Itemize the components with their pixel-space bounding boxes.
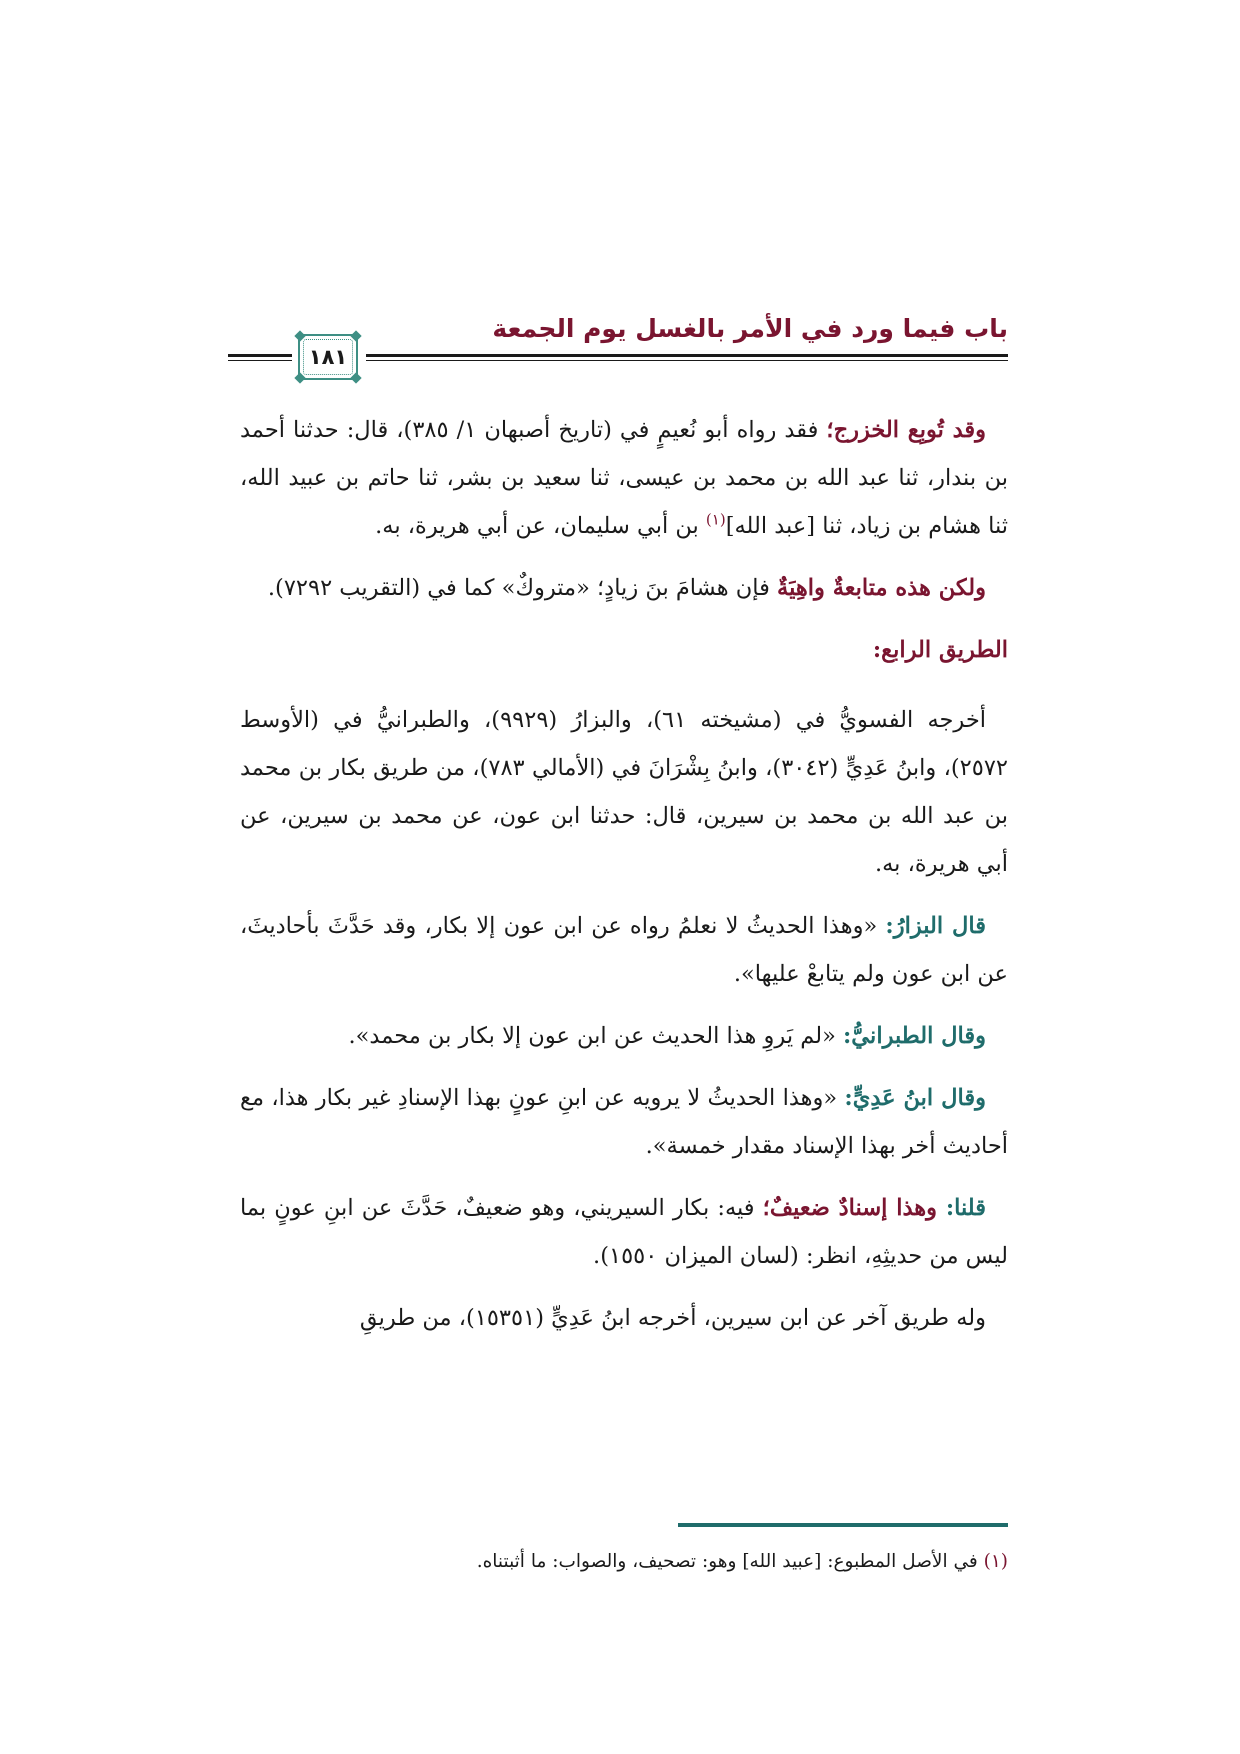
ornament-icon <box>350 372 361 383</box>
header-rule-thin <box>366 360 1008 361</box>
header-rule-left-thin <box>228 360 292 361</box>
page-body <box>240 406 1008 1356</box>
footnote-separator <box>678 1523 1008 1527</box>
paragraph-ibn-adi <box>240 1074 1008 1170</box>
paragraph-text: أخرجه الفسويُّ في (مشيخته ٦١)، والبزارُ (٩٩٢٩)، والطبرانيُّ في (الأوسط ٢٥٧٢)، وابنُ عَدِيٍّ (٣٠٤٢)، وابنُ بِشْرَانَ في (الأمالي ٧٨٣)، من طريق بكار بن محمد بن عبد الله بن محمد بن سيرين، قال: حدثنا ابن عون، عن محمد بن سيرين، عن أبي هريرة، به. <box>240 707 1009 877</box>
paragraph-lead-verdict: وهذا إسنادٌ ضعيفٌ؛ <box>762 1195 946 1221</box>
paragraph-mutabaat <box>240 406 1008 550</box>
paragraph-text: «وهذا الحديثُ لا يرويه عن ابنِ عونٍ بهذا الإسنادِ غير بكار هذا، مع أحاديث أخر بهذا الإسناد مقدار خمسة». <box>240 1085 1008 1159</box>
paragraph-lead: قال البزارُ: <box>885 913 986 939</box>
header-rule-left <box>228 354 292 357</box>
paragraph-lead: وقال ابنُ عَدِيٍّ: <box>844 1085 986 1111</box>
paragraph-text: فإن هشامَ بنَ زيادٍ؛ «متروكٌ» كما في (التقريب ٧٢٩٢). <box>267 575 778 601</box>
paragraph-tabarani <box>240 1012 1008 1060</box>
page-header <box>228 306 1008 378</box>
chapter-title: باب فيما ورد في الأمر بالغسل يوم الجمعة <box>492 314 1008 343</box>
footnote-number: (١) <box>983 1551 1008 1572</box>
paragraph-text: «لم يَروِ هذا الحديث عن ابن عون إلا بكار بن محمد». <box>348 1023 843 1049</box>
page-number: ١٨١ <box>308 345 348 369</box>
paragraph-text: وله طريق آخر عن ابن سيرين، أخرجه ابنُ عَدِيٍّ (١٥٣٥١)، من طريقِ <box>359 1305 986 1331</box>
paragraph-text: بن أبي سليمان، عن أبي هريرة، به. <box>375 513 706 539</box>
footnote-reference[interactable]: (١) <box>705 510 726 529</box>
ornament-icon <box>294 330 305 341</box>
page-number-badge <box>298 334 358 380</box>
paragraph-weak-follow-up <box>240 564 1008 612</box>
footnote-text: في الأصل المطبوع: [عبيد الله] وهو: تصحيف، والصواب: ما أثبتناه. <box>476 1551 984 1572</box>
paragraph-bazzar <box>240 902 1008 998</box>
paragraph-lead: ولكن هذه متابعةٌ واهِيَةٌ <box>777 575 986 601</box>
paragraph-lead: قلنا: <box>945 1195 986 1221</box>
footnote <box>240 1547 1008 1577</box>
paragraph-text: «وهذا الحديثُ لا نعلمُ رواه عن ابن عون إلا بكار، وقد حَدَّثَ بأحاديثَ، عن ابن عون ولم يتابعْ عليها». <box>240 913 1008 987</box>
paragraph-another-route <box>240 1294 1008 1342</box>
ornament-icon <box>350 330 361 341</box>
ornament-icon <box>294 372 305 383</box>
paragraph-lead: وقد تُوبِع الخزرج؛ <box>826 417 987 443</box>
header-rule <box>366 354 1008 357</box>
paragraph-lead: وقال الطبرانيُّ: <box>843 1023 986 1049</box>
paragraph-takhrij <box>240 696 1008 888</box>
paragraph-verdict <box>240 1184 1008 1280</box>
paragraph-text: فقد رواه أبو نُعيمٍ في (تاريخ أصبهان ١/ ٣٨٥)، قال: حدثنا أحمد بن بندار، ثنا عبد الله بن محمد بن عيسى، ثنا سعيد بن بشر، ثنا حاتم بن عبيد الله، ثنا هشام بن زياد، ثنا [عبد الله] <box>240 417 1008 539</box>
paragraph-text: فيه: بكار السيريني، وهو ضعيفٌ، حَدَّثَ عن ابنِ عونٍ بما ليس من حديثِهِ، انظر: (لسان الميزان ١٥٥٠). <box>240 1195 1008 1269</box>
section-heading: الطريق الرابع: <box>872 637 1008 663</box>
